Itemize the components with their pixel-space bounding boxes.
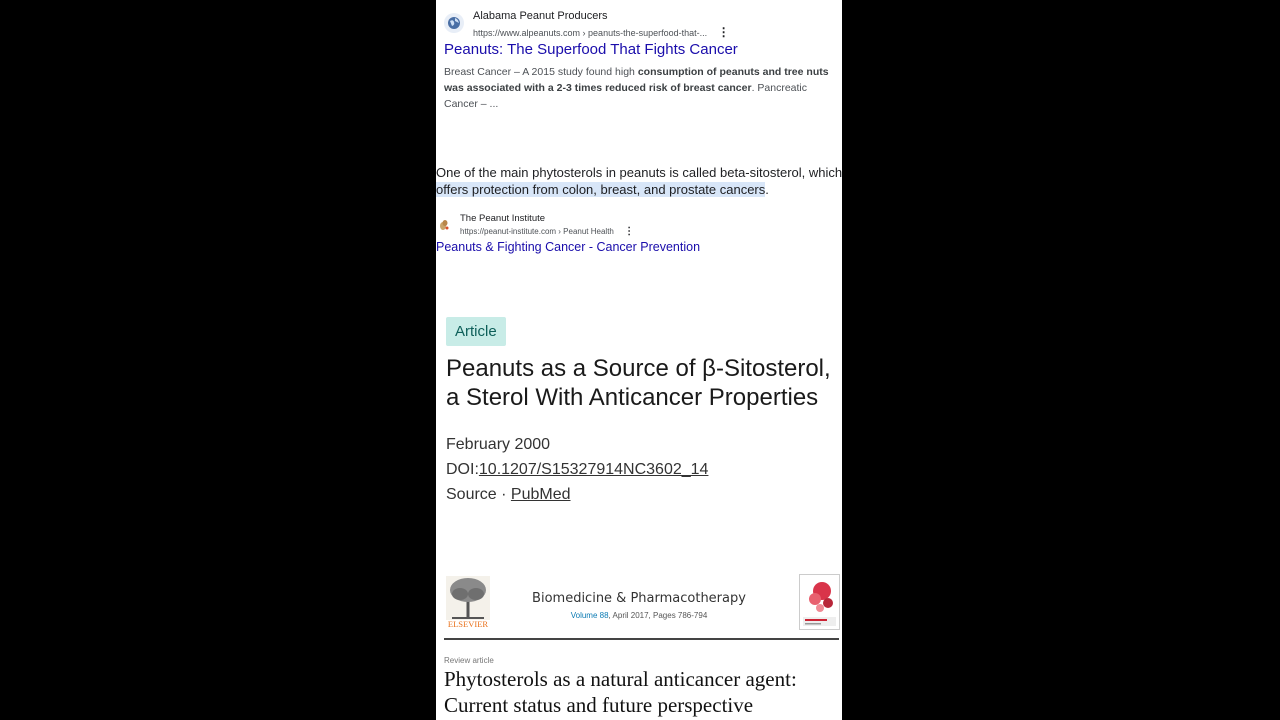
- result-site-name: Alabama Peanut Producers: [473, 10, 608, 22]
- publisher-name: ELSEVIER: [447, 619, 489, 629]
- doi-link[interactable]: 10.1207/S15327914NC3602_14: [478, 461, 709, 478]
- screenshot-panel: [436, 0, 842, 720]
- result-url-text[interactable]: https://peanut-institute.com › Peanut Health: [460, 227, 614, 236]
- result-url[interactable]: [460, 226, 634, 237]
- journal-volume: [436, 611, 842, 620]
- more-vert-icon[interactable]: ⋮: [624, 226, 635, 237]
- paper-title: Phytosterols as a natural anticancer agent: Current status and future perspective: [444, 667, 797, 717]
- doi-label: DOI:: [446, 461, 479, 478]
- result-title-link[interactable]: Peanuts: The Superfood That Fights Cancer: [444, 41, 738, 58]
- highlight-mark: offers protection from colon, breast, and prostate cancers: [436, 182, 766, 197]
- source-label: Source ·: [446, 486, 511, 503]
- snippet-prefix: Breast Cancer – A 2015 study found high: [444, 66, 638, 78]
- highlight-end: .: [765, 182, 769, 197]
- globe-icon: [444, 13, 464, 33]
- article-source: [446, 486, 571, 504]
- result-snippet: [444, 64, 836, 112]
- highlight-line-1: One of the main phytosterols in peanuts is called beta-sitosterol, which: [436, 165, 842, 180]
- header-divider: [444, 638, 839, 640]
- article-type: Review article: [444, 656, 494, 665]
- article-date: February 2000: [446, 436, 551, 453]
- snippet-suffix: . Pancreatic Cancer – ...: [444, 82, 808, 110]
- article-badge: Article: [446, 317, 506, 346]
- journal-cover-image: [799, 574, 840, 630]
- volume-details: , April 2017, Pages 786-794: [608, 611, 708, 620]
- volume-link[interactable]: Volume 88: [570, 611, 609, 620]
- result-url-text[interactable]: https://www.alpeanuts.com › peanuts-the-superfood-that-...: [473, 28, 708, 38]
- peanut-institute-favicon: [437, 218, 451, 232]
- result-url[interactable]: [473, 25, 730, 39]
- highlight-line-2: [436, 182, 769, 197]
- result-title-link[interactable]: Peanuts & Fighting Cancer - Cancer Prevention: [436, 240, 701, 254]
- article-doi: [446, 461, 708, 479]
- snippet-bold: consumption of peanuts and tree nuts was associated with a 2-3 times reduced risk of breast cancer: [444, 66, 829, 94]
- result-site-name: The Peanut Institute: [460, 213, 546, 224]
- journal-name: Biomedicine & Pharmacotherapy: [532, 591, 746, 606]
- more-vert-icon[interactable]: ⋮: [717, 25, 730, 39]
- source-link[interactable]: PubMed: [510, 486, 571, 503]
- article-title: Peanuts as a Source of β-Sitosterol, a Sterol With Anticancer Properties: [446, 355, 831, 411]
